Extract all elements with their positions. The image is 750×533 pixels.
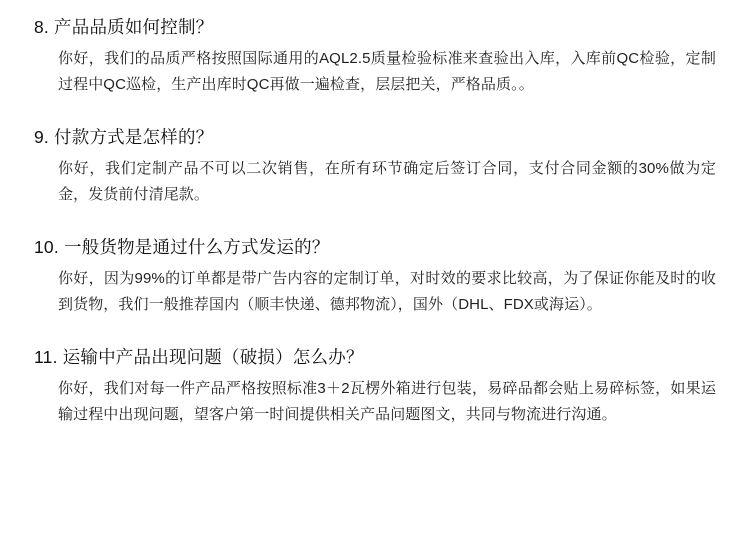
faq-answer: 你好，我们的品质严格按照国际通用的AQL2.5质量检验标准来查验出入库，入库前QC检验，定制过程中QC巡检，生产出库时QC再做一遍检查，层层把关，严格品质。。 [58,50,716,94]
faq-question: 10. 一般货物是通过什么方式发运的？ [34,236,330,257]
faq-question: 11. 运输中产品出现问题（破损）怎么办？ [34,346,364,367]
faq-answer: 你好，我们对每一件产品严格按照标准3＋2瓦楞外箱进行包装，易碎品都会贴上易碎标签，如果运输过程中出现问题，望客户第一时间提供相关产品问题图文，共同与物流进行沟通。 [58,379,716,423]
faq-item [34,344,730,428]
faq-item [34,124,730,208]
faq-question: 9. 付款方式是怎样的？ [34,126,214,147]
faq-question: 8. 产品品质如何控制？ [34,17,214,37]
faq-item [34,234,730,318]
faq-answer: 你好，因为99%的订单都是带广告内容的定制订单，对时效的要求比较高，为了保证你能及时的收到货物，我们一般推荐国内（顺丰快递、德邦物流），国外（DHL、FDX或海运）。 [58,269,716,313]
faq-answer: 你好，我们定制产品不可以二次销售，在所有环节确定后签订合同，支付合同金额的30%做为定金，发货前付清尾款。 [58,160,716,203]
faq-item [34,14,730,98]
